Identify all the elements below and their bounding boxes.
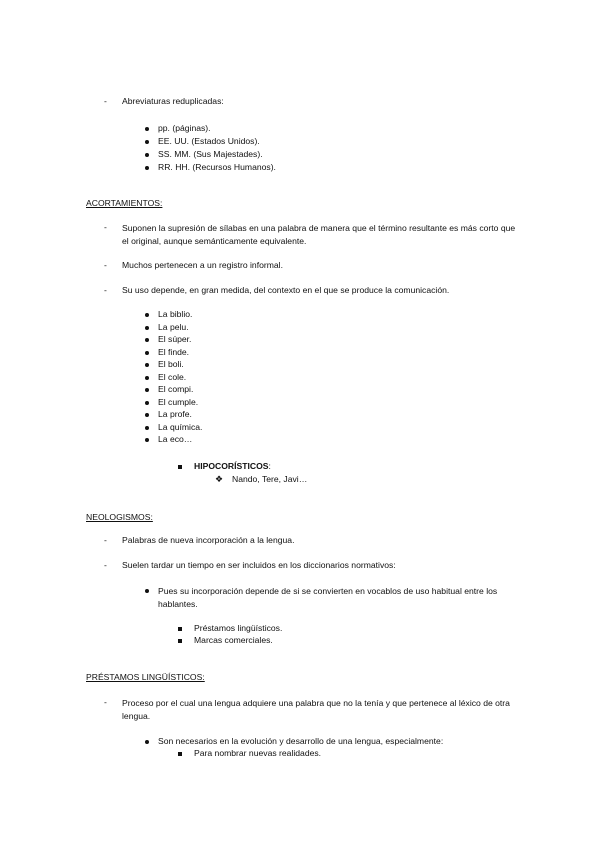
bullet-icon [145, 413, 149, 417]
bullet-icon [145, 351, 149, 355]
list-item: Suponen la supresión de sílabas en una palabra de manera que el término resultante es más corto que el original, aunque semánticamente equivalente. [122, 223, 516, 246]
section-heading: NEOLOGISMOS: [86, 512, 153, 522]
list-item: RR. HH. (Recursos Humanos). [158, 162, 276, 172]
section-heading: ACORTAMIENTOS: [86, 198, 163, 208]
dash-marker: - [104, 260, 107, 270]
list-item: Nando, Tere, Javi… [232, 474, 308, 484]
dash-marker: - [104, 96, 107, 106]
list-item: SS. MM. (Sus Majestades). [158, 149, 263, 159]
list-item: Proceso por el cual una lengua adquiere una palabra que no la tenía y que pertenece al léxico de otra lengua. [122, 698, 510, 721]
square-bullet-icon [178, 627, 182, 631]
list-item: Son necesarios en la evolución y desarrollo de una lengua, especialmente: [158, 736, 444, 746]
bullet-icon [145, 166, 149, 170]
list-item: El cole. [158, 372, 187, 382]
square-bullet-icon [178, 639, 182, 643]
list-item: EE. UU. (Estados Unidos). [158, 136, 260, 146]
square-bullet-icon [178, 465, 182, 469]
bullet-icon [145, 127, 149, 131]
list-item: El cumple. [158, 397, 199, 407]
dash-marker: - [104, 560, 107, 570]
list-item: Para nombrar nuevas realidades. [194, 748, 322, 758]
square-bullet-icon [178, 752, 182, 756]
list-item: La pelu. [158, 322, 189, 332]
list-item: Abreviaturas reduplicadas: [122, 96, 224, 106]
list-item: El boli. [158, 359, 184, 369]
list-item: La profe. [158, 409, 192, 419]
list-item: Palabras de nueva incorporación a la lengua. [122, 535, 295, 545]
list-item: Pues su incorporación depende de si se convierten en vocablos de uso habitual entre los hablantes. [158, 586, 498, 609]
section-heading: PRÉSTAMOS LINGÜÍSTICOS: [86, 672, 205, 682]
bullet-icon [145, 153, 149, 157]
list-item: La biblio. [158, 309, 193, 319]
bullet-icon [145, 740, 149, 744]
list-item: Suelen tardar un tiempo en ser incluidos en los diccionarios normativos: [122, 560, 396, 570]
list-item: El súper. [158, 334, 192, 344]
list-item: Marcas comerciales. [194, 635, 273, 645]
bullet-icon [145, 363, 149, 367]
bullet-icon [145, 589, 149, 593]
bullet-icon [145, 388, 149, 392]
list-item: La eco… [158, 434, 193, 444]
dash-marker: - [104, 222, 107, 232]
list-item: Su uso depende, en gran medida, del contexto en el que se produce la comunicación. [122, 285, 450, 295]
bullet-icon [145, 313, 149, 317]
dash-marker: - [104, 697, 107, 707]
list-item: Muchos pertenecen a un registro informal. [122, 260, 283, 270]
bullet-icon [145, 426, 149, 430]
bullet-icon [145, 338, 149, 342]
list-item: El compi. [158, 384, 194, 394]
dash-marker: - [104, 535, 107, 545]
list-item: Préstamos lingüísticos. [194, 623, 283, 633]
dash-marker: - [104, 285, 107, 295]
bullet-icon [145, 438, 149, 442]
diamond-bullet-icon: ❖ [215, 474, 224, 484]
list-item: pp. (páginas). [158, 123, 211, 133]
bullet-icon [145, 376, 149, 380]
list-item: La química. [158, 422, 203, 432]
bullet-icon [145, 140, 149, 144]
list-item: El finde. [158, 347, 190, 357]
hypocoristic-label: HIPOCORÍSTICOS: [194, 461, 271, 471]
bullet-icon [145, 401, 149, 405]
bullet-icon [145, 326, 149, 330]
